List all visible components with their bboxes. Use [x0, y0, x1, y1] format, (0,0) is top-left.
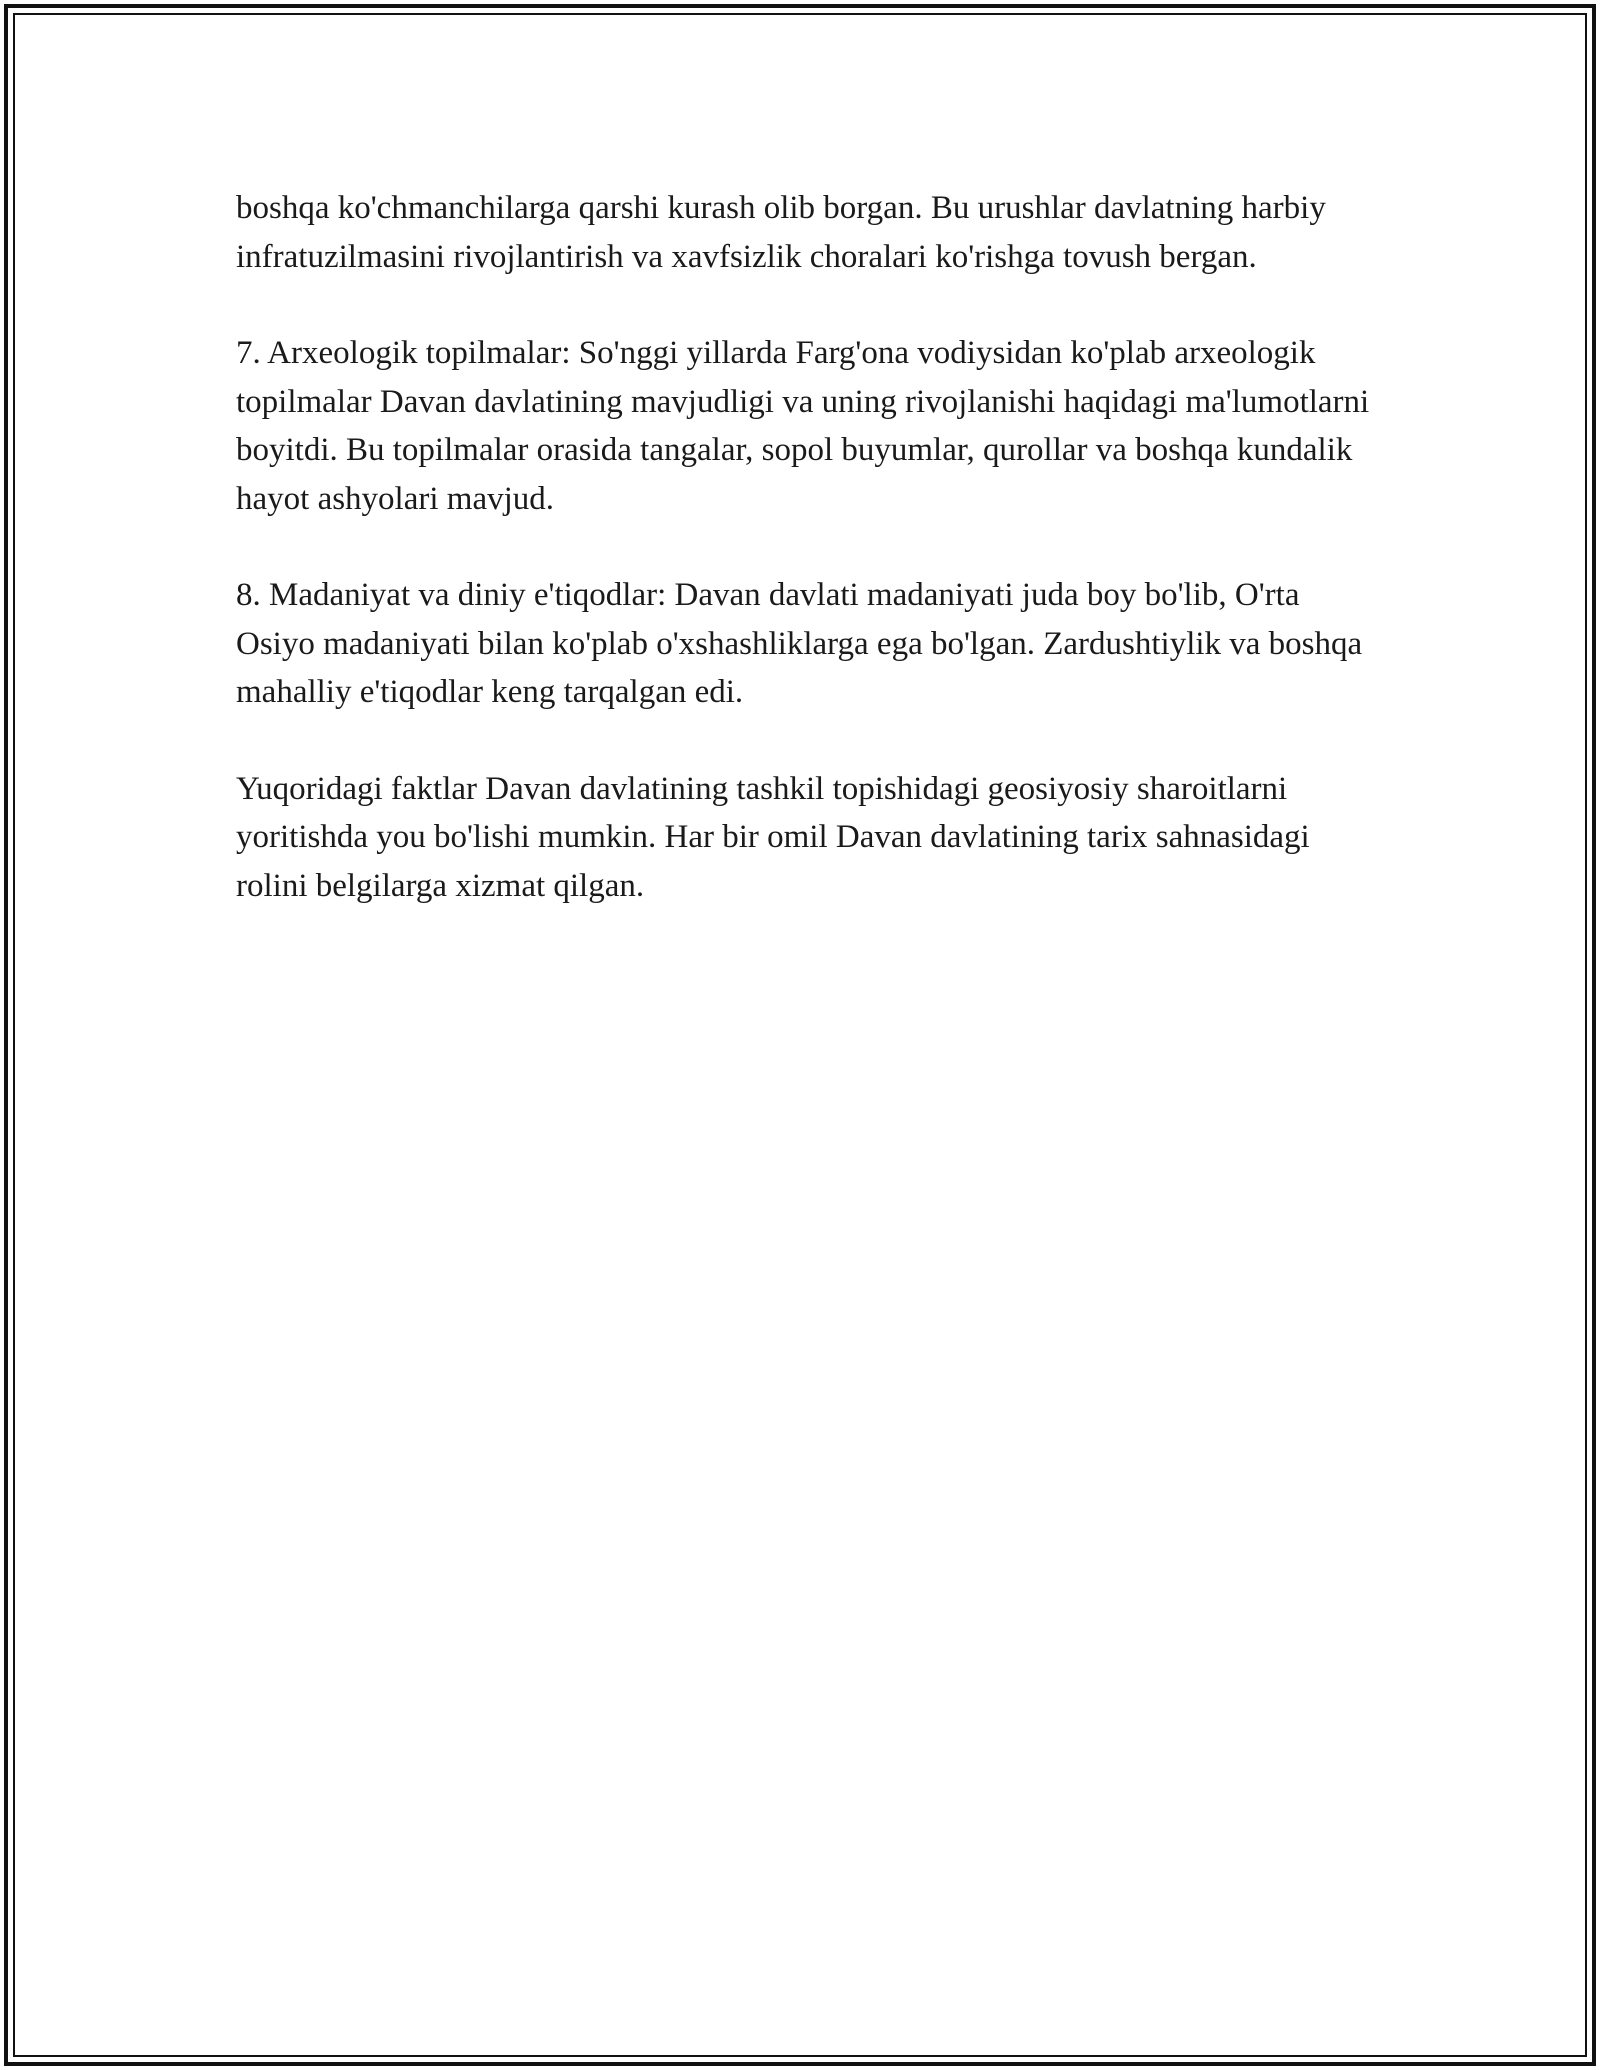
paragraph-culture-religion: 8. Madaniyat va diniy e'tiqodlar: Davan davlati madaniyati juda boy bo'lib, O'rta Osiyo madaniyati bilan ko'plab o'xshashliklarga ega bo'lgan. Zardushtiylik va boshqa mahalliy e'tiqodlar keng tarqalgan edi.: [236, 577, 1363, 710]
paragraph-conclusion: Yuqoridagi faktlar Davan davlatining tashkil topishidagi geosiyosiy sharoitlarni yoritishda you bo'lishi mumkin. Har bir omil Davan davlatining tarix sahnasidagi rolini belgilarga xizmat qilgan.: [236, 770, 1310, 904]
document-body: [236, 184, 1376, 958]
paragraph-continuation: boshqa ko'chmanchilarga qarshi kurash olib borgan. Bu urushlar davlatning harbiy infratuzilmasini rivojlantirish va xavfsizlik choralari ko'rishga tovush bergan.: [236, 190, 1326, 275]
paragraph-archaeological-finds: 7. Arxeologik topilmalar: So'nggi yillarda Farg'ona vodiysidan ko'plab arxeologik topilmalar Davan davlatining mavjudligi va uning rivojlanishi haqidagi ma'lumotlarni boyitdi. Bu topilmalar orasida tangalar, sopol buyumlar, qurollar va boshqa kundalik hayot ashyolari mavjud.: [236, 335, 1370, 517]
